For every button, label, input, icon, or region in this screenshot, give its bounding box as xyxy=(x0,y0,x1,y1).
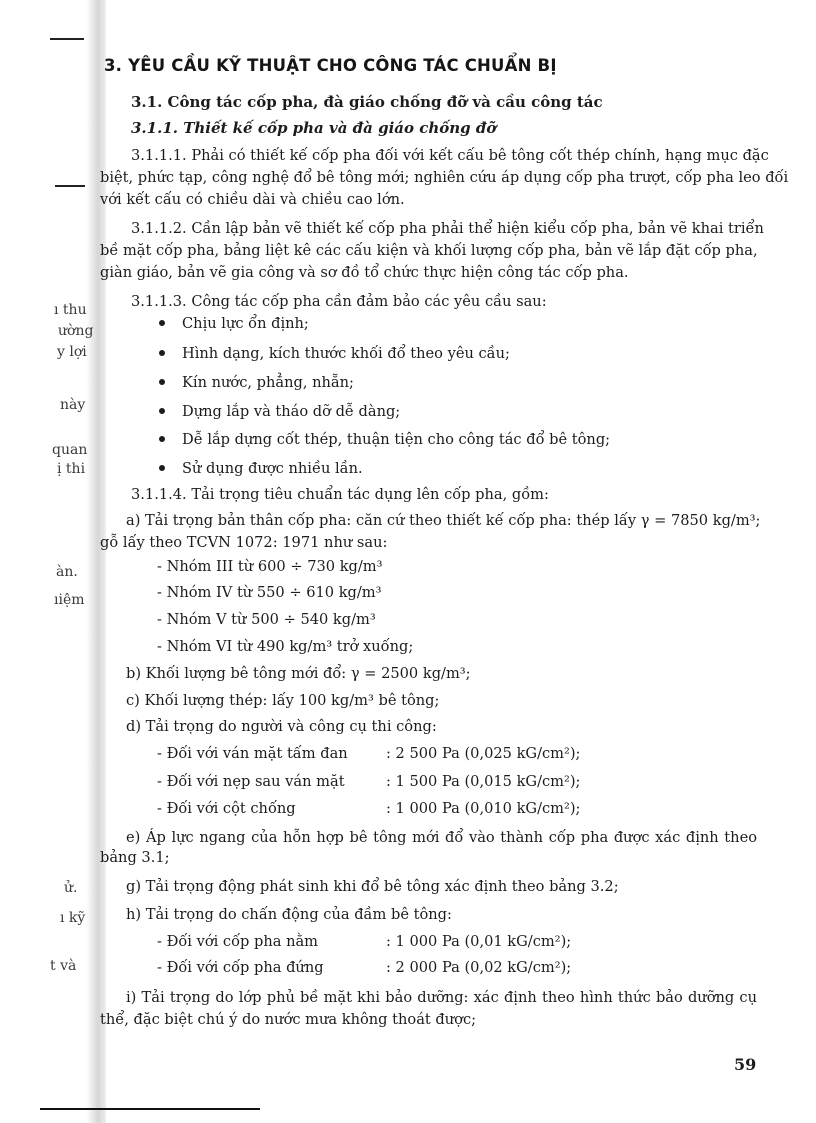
paragraph-line: 3.1.1.3. Công tác cốp pha cần đảm bảo các yêu cầu sau: xyxy=(131,293,547,310)
load-row-label: - Đối với nẹp sau ván mặt xyxy=(157,773,345,790)
load-row-value: : 1 500 Pa (0,015 kG/cm²); xyxy=(386,773,581,790)
paragraph-line: 3.1.1.1. Phải có thiết kế cốp pha đối với kết cấu bê tông cốt thép chính, hạng mục đặc xyxy=(131,147,769,164)
load-row-label: - Đối với cột chống xyxy=(157,800,296,817)
bullet-dot xyxy=(159,320,165,326)
margin-fragment: ıiệm xyxy=(54,592,85,608)
margin-fragment: ị thi xyxy=(57,461,86,477)
margin-fragment: ường xyxy=(58,323,94,339)
paragraph-line: bảng 3.1; xyxy=(100,849,170,866)
document-page xyxy=(100,0,816,1123)
margin-rule-mid xyxy=(55,185,85,187)
load-row-value: : 2 000 Pa (0,02 kG/cm²); xyxy=(386,959,572,976)
paragraph-line: e) Áp lực ngang của hỗn hợp bê tông mới đổ vào thành cốp pha được xác định theo xyxy=(126,829,757,846)
list-item: b) Khối lượng bê tông mới đổ: γ = 2500 kg/m³; xyxy=(126,665,471,682)
paragraph-line: với kết cấu có chiều dài và chiều cao lớn. xyxy=(100,191,405,208)
paragraph-line: thể, đặc biệt chú ý do nước mưa không thoát được; xyxy=(100,1011,477,1028)
wood-group-item: - Nhóm VI từ 490 kg/m³ trở xuống; xyxy=(157,638,414,655)
wood-group-item: - Nhóm V từ 500 ÷ 540 kg/m³ xyxy=(157,611,376,628)
list-item: g) Tải trọng động phát sinh khi đổ bê tông xác định theo bảng 3.2; xyxy=(126,878,619,895)
margin-fragment: t và xyxy=(50,958,77,974)
paragraph-line: gỗ lấy theo TCVN 1072: 1971 như sau: xyxy=(100,534,388,551)
paragraph-line: i) Tải trọng do lớp phủ bề mặt khi bảo dưỡng: xác định theo hình thức bảo dưỡng cụ xyxy=(126,989,757,1006)
list-item: d) Tải trọng do người và công cụ thi công: xyxy=(126,718,437,735)
bullet-dot xyxy=(159,350,165,356)
load-row-label: - Đối với ván mặt tấm đan xyxy=(157,745,348,762)
paragraph-line: 3.1.1.2. Cần lập bản vẽ thiết kế cốp pha phải thể hiện kiểu cốp pha, bản vẽ khai triển xyxy=(131,220,764,237)
paragraph-line: biệt, phức tạp, công nghệ đổ bê tông mới; nghiên cứu áp dụng cốp pha trượt, cốp pha leo đối xyxy=(100,169,789,186)
wood-group-item: - Nhóm IV từ 550 ÷ 610 kg/m³ xyxy=(157,584,382,601)
paragraph-line: 3.1.1.4. Tải trọng tiêu chuẩn tác dụng lên cốp pha, gồm: xyxy=(131,486,549,503)
margin-fragment: àn. xyxy=(56,564,78,580)
paragraph-line: giàn giáo, bản vẽ gia công và sơ đồ tổ chức thực hiện công tác cốp pha. xyxy=(100,264,629,281)
margin-fragment: ı kỹ xyxy=(60,910,86,926)
section-title: 3. YÊU CẦU KỸ THUẬT CHO CÔNG TÁC CHUẨN BỊ xyxy=(104,56,557,75)
load-row-label: - Đối với cốp pha đứng xyxy=(157,959,324,976)
paragraph-line: bề mặt cốp pha, bảng liệt kê các cấu kiện và khối lượng cốp pha, bản vẽ lắp đặt cốp pha, xyxy=(100,242,758,259)
bullet-item: Sử dụng được nhiều lần. xyxy=(182,460,363,477)
bullet-item: Kín nước, phẳng, nhẵn; xyxy=(182,374,354,391)
bullet-item: Dựng lắp và tháo dỡ dễ dàng; xyxy=(182,403,401,420)
margin-fragment: y lợi xyxy=(57,344,87,360)
subsubsection-heading: 3.1.1. Thiết kế cốp pha và đà giáo chống đỡ xyxy=(131,119,497,137)
load-row-value: : 1 000 Pa (0,01 kG/cm²); xyxy=(386,933,572,950)
wood-group-item: - Nhóm III từ 600 ÷ 730 kg/m³ xyxy=(157,558,383,575)
page-number: 59 xyxy=(734,1055,757,1074)
bullet-dot xyxy=(159,436,165,442)
subsection-heading: 3.1. Công tác cốp pha, đà giáo chống đỡ và cầu công tác xyxy=(131,93,603,111)
load-row-label: - Đối với cốp pha nằm xyxy=(157,933,319,950)
bottom-rule xyxy=(40,1108,260,1110)
margin-fragment: ử. xyxy=(64,880,78,896)
bullet-item: Chịu lực ổn định; xyxy=(182,315,309,332)
paragraph-line: a) Tải trọng bản thân cốp pha: căn cứ theo thiết kế cốp pha: thép lấy γ = 7850 kg/m³; xyxy=(126,512,761,529)
facing-page-margin xyxy=(0,0,94,1123)
load-row-value: : 1 000 Pa (0,010 kG/cm²); xyxy=(386,800,581,817)
list-item: h) Tải trọng do chấn động của đầm bê tông: xyxy=(126,906,452,923)
margin-fragment: này xyxy=(60,397,86,413)
bullet-dot xyxy=(159,379,165,385)
load-row-value: : 2 500 Pa (0,025 kG/cm²); xyxy=(386,745,581,762)
bullet-item: Hình dạng, kích thước khối đổ theo yêu cầu; xyxy=(182,345,510,362)
bullet-dot xyxy=(159,465,165,471)
margin-rule-top xyxy=(50,38,84,40)
margin-fragment: quan xyxy=(52,442,88,458)
bullet-item: Dễ lắp dựng cốt thép, thuận tiện cho công tác đổ bê tông; xyxy=(182,431,611,448)
margin-fragment: ı thu xyxy=(54,302,87,318)
bullet-dot xyxy=(159,408,165,414)
list-item: c) Khối lượng thép: lấy 100 kg/m³ bê tông; xyxy=(126,692,440,709)
